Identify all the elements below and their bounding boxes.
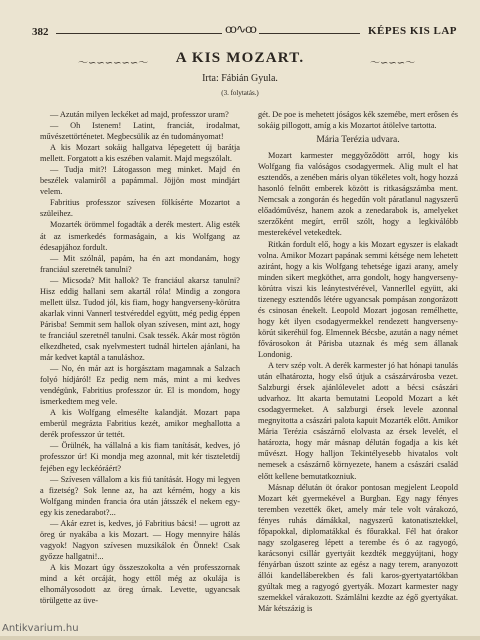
left-column	[40, 109, 240, 606]
paragraph: — Micsoda? Mit hallok? Te franciául akarsz tanulni? Hisz eddig hallani sem akartál róla! Mindig a zongora mellett ülsz. Tudod jól, kis fiam, hogy hangverseny-körútra akarlak vinni Vannerl testvéreddel együtt, még pedig éppen Párisba! Semmit sem hallok olyan szívesen, mint azt, hogy te franciául szeretnél tanulni. Csak tessék. Akár most rögtön elkezdheted, csak nyelvmestert tudnál hirtelen ajánlani, ha már kedvet kaptál a tanuláshoz.	[40, 275, 240, 363]
paragraph: Fabritius professzor szívesen fölkísérte Mozartot a szüleihez.	[40, 198, 240, 219]
paragraph: A terv szép volt. A derék karmester jó hat hónapi tanulás után elhatározta, hogy első útjuk a császárvárosba vezet. Salzburgi érsek ajánlólevelet adott a bécsi császári udvarhoz. Itt akarta bemutatni Leopold Mozart a két csodagyermeket. A salzburgi érsek levele azonnal megnyitotta a császári palota kapuit Mozarték előtt. Amikor Mária Terézia császárnő elolvasta az érsek levelét, el határozta, hogy már másnap délután fogadja a kis két művészt. Hogy halljon Tekintélyesebb hivatalos volt nemesek a császárnő környezete, hanem a császári család előtt kellene bemutatkozniuk.	[258, 361, 458, 481]
article-author	[0, 73, 480, 84]
header-ornament: ꝏ∿ꝏ	[222, 22, 259, 36]
paragraph: Mozart karmester meggyőződött arról, hogy kis Wolfgang fia valóságos csodagyermek. Alig mult el hat esztendős, a zenében máris olyan tökéletes volt, hogy hozzá hasonló felnőtt emberek között is ritkaságszámba ment. Nemcsak a zongorán és hegedűn volt páratlanul nagyszerű előadóművész, hanem azok a zenedarabok is, amelyeket szerzőként megírt, erről szólt, hogy a legkiválóbb mesterekével vetekedtek.	[258, 151, 458, 238]
paragraph: — No, én már azt is horgásztam magamnak a Salzach folyó hídjáról! Ez pedig nem más, mint a mi kedves vendégünk, Fabritius professzor úr. El is mondom, hogy ismerkedtem meg vele.	[40, 364, 240, 407]
paragraph: Ritkán fordult elő, hogy a kis Mozart egyszer is elakadt volna. Amikor Mozart papának semmi kétsége nem lehetett aziránt, hogy a kis Wolfgang tehetsége igazi arany, amely minden sikert megköthet, arra gondolt, hogy hangverseny-körútra viszi kis leánytestvérével, Vannerllel együtt, aki tizenegy esztendős létére ugyancsak pompásan zongorázott és csinosan énekelt. Leopold Mozart jogosan remélhette, hogy két ilyen csodagyermekkel rendezett hangverseny-körút sikeréhül fog. Elmennek Bécsbe, azután a nagy német fővárosokon át Párisba utaznak és még sem állanak Londonig.	[258, 239, 458, 359]
title-ornament-right-icon: 〜∽∽∽〜	[370, 58, 416, 69]
paragraph: — Tudja mit?! Látogasson meg minket. Majd én beszélek valamiről a papámmal. Jöjjön most mindjárt velem.	[40, 165, 240, 197]
paragraph: A kis Wolfgang elmesélte kalandját. Mozart papa emberül megrázta Fabritius kezét, amikor meghallotta a derék professzor úr tettét.	[40, 408, 240, 440]
paragraph: A kis Mozart sokáig hallgatva lépegetett új barátja mellett. Forgatott a kis eszében valamit. Majd megszólalt.	[40, 143, 240, 164]
paragraph: — Oh Istenem! Latint, franciát, irodalmat, művészettörténetet. Megbecsülik az én tudományomat!	[40, 121, 240, 142]
watermark: Antikvarium.hu	[2, 623, 79, 634]
continuation-note: (3. folytatás.)	[221, 89, 259, 97]
paragraph: — Örülnék, ha vállalná a kis fiam tanítását, kedves, jó professzor úr! Ki mondja meg azonnal, mit kér tiszteletdíj fejében egy leckéóráért?	[40, 441, 240, 473]
section-heading: Mária Terézia udvara.	[316, 135, 400, 146]
author-prefix: Irta:	[202, 73, 219, 84]
paragraph: Mozarték örömmel fogadták a derék mestert. Alig esték át az ismerkedés formaságain, a kis Wolfgang az édesapjához fordult.	[40, 220, 240, 252]
page-number: 382	[32, 26, 49, 38]
magazine-title: KÉPES KIS LAP	[368, 25, 458, 37]
header-rule	[56, 33, 360, 34]
right-column	[258, 109, 458, 614]
paragraph: — Mit szólnál, papám, ha én azt mondanám, hogy franciául szeretnék tanulni?	[40, 253, 240, 274]
paragraph: — Akár ezret is, kedves, jó Fabritius bácsi! — ugrott az öreg úr nyakába a kis Mozart. — Hogy mennyire hálás vagyok! Nagyon szívesen muzsikálok én Önnek! Csak győzze hallgatni!...	[40, 518, 240, 561]
title-ornament-left-icon: 〜∽∽∽∽∽∽〜	[78, 58, 149, 69]
paragraph: — Szívesen vállalom a kis fiú tanítását. Hogy mi legyen a fizetség? Sok lenne az, ha azt kérném, hogy a kis Wolfgang minden francia óra után játsszék el nekem egy-egy kis zenedarabot?...	[40, 474, 240, 517]
author-name: Fábián Gyula.	[221, 73, 278, 84]
page-bottom-edge	[0, 636, 480, 640]
paragraph: A kis Mozart úgy összeszokolta a vén professzornak mind a két orcáját, hogy ettől még az okulája is elhomályosodott az öreg úrnak. Levette, ugyancsak törülgette az üve-	[40, 562, 240, 606]
paragraph: gét. De poe is mehetett jóságos kék szemébe, mert erősen és sokáig pillogott, amíg a kis Mozartot átölelve tartotta.	[258, 110, 458, 131]
paragraph: — Azután milyen leckéket ad majd, professzor uram?	[50, 110, 229, 119]
paragraph: Másnap délután öt órakor pontosan megjelent Leopold Mozart két gyermekével a Burgban. Egy nagy fényes teremben vezették őket, amely már tele volt várakozó, fényes ruhás dámákkal, nagyszerű katonatisztekkel, főpapokkal, diplomatákkal és főurakkal. Fél hat órakor nagy szolgasereg lépett a terembe és ó az ragyogó, karácsonyi csillár gyertyáit kezdték meggyújtani, hogy fényárban úszott szinte az egész a nagy terem, aranyozott állói kandelláberekben és fali karos-gyertyatartókban gyúltak meg a ragyogó gyertyák. Mozart karmester nagy szemekkel várakozott. Számlálni kezdte az égő gyertyákat. Már kétszázig is	[258, 482, 458, 614]
article-title: A KIS MOZART.	[175, 50, 305, 66]
